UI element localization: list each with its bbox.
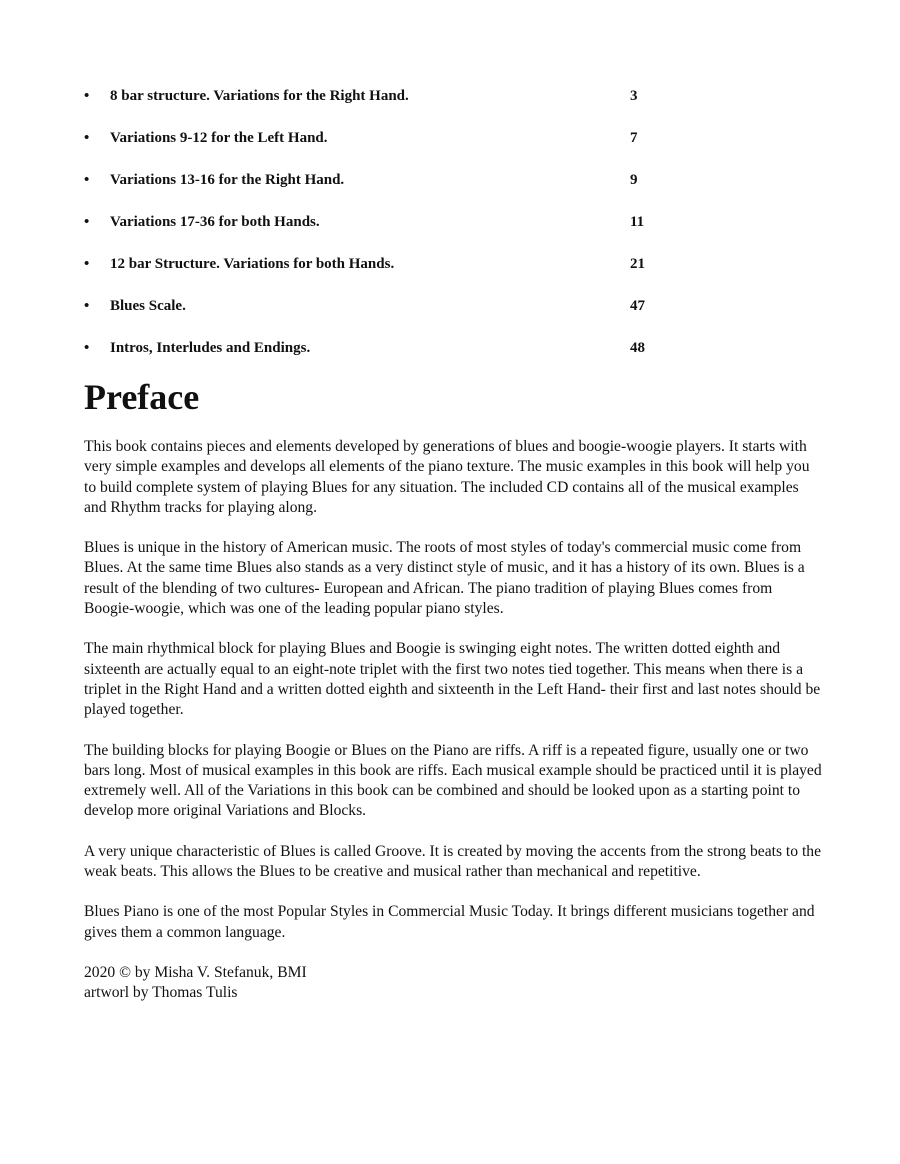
toc-entry-title: Intros, Interludes and Endings. [110, 340, 311, 356]
toc-entry [84, 294, 704, 336]
preface-paragraph-2: Blues is unique in the history of American music. The roots of most styles of today's commercial music come from Blues. At the same time Blues also stands as a very distinct style of music, and it has a history of its own. Blues is a result of the blending of two cultures- European and African. The piano tradition of playing Blues comes from Boogie-woogie, which was one of the leading popular piano styles. [84, 539, 805, 618]
toc-entry-title: 12 bar Structure. Variations for both Hands. [110, 256, 395, 272]
toc-entry [84, 252, 704, 294]
preface-paragraph-6: Blues Piano is one of the most Popular Styles in Commercial Music Today. It brings different musicians together and gives them a common language. [84, 903, 815, 941]
preface-heading: Preface [84, 377, 200, 417]
artwork-credit: artworl by Thomas Tulis [84, 984, 238, 1002]
toc-entry-page: 47 [630, 298, 645, 314]
copyright-line: 2020 © by Misha V. Stefanuk, BMI [84, 963, 307, 981]
toc-entry [84, 84, 704, 126]
toc-entry-page: 7 [630, 130, 638, 146]
credits [84, 963, 824, 1004]
toc-entry-page: 48 [630, 340, 645, 356]
toc-entry-title: Blues Scale. [110, 298, 186, 314]
preface-paragraph-3: The main rhythmical block for playing Blues and Boogie is swinging eight notes. The written dotted eighth and sixteenth are actually equal to an eight-note triplet with the first two notes tied together. This means when there is a triplet in the Right Hand and a written dotted eighth and sixteenth in the Left Hand- their first and last notes should be played together. [84, 640, 821, 719]
preface-paragraph-5: A very unique characteristic of Blues is called Groove. It is created by moving the accents from the strong beats to the weak beats. This allows the Blues to be creative and musical rather than mechanical and repetitive. [84, 842, 822, 881]
toc-entry [84, 210, 704, 252]
toc-entry [84, 168, 704, 210]
toc-entry-title: 8 bar structure. Variations for the Right Hand. [110, 88, 409, 104]
bullet-icon: • [84, 298, 90, 314]
bullet-icon: • [84, 172, 90, 188]
toc-entry-page: 21 [630, 256, 645, 272]
toc-entry-page: 3 [630, 88, 638, 104]
bullet-icon: • [84, 340, 90, 356]
bullet-icon: • [84, 130, 90, 146]
bullet-icon: • [84, 88, 90, 104]
preface-body [84, 437, 824, 1004]
bullet-icon: • [84, 256, 90, 272]
toc-entry-title: Variations 9-12 for the Left Hand. [110, 130, 328, 146]
toc-entry [84, 126, 704, 168]
bullet-icon: • [84, 214, 90, 230]
toc-entry-page: 11 [630, 214, 645, 230]
preface-paragraph-1: This book contains pieces and elements developed by generations of blues and boogie-woogie players. It starts with very simple examples and develops all elements of the piano texture. The music examples in this book will help you to build complete system of playing Blues for any situation. The included CD contains all of the musical examples and Rhythm tracks for playing along. [84, 438, 810, 516]
toc-entry-title: Variations 17-36 for both Hands. [110, 214, 320, 230]
toc-entry-page: 9 [630, 172, 638, 188]
toc-entry-title: Variations 13-16 for the Right Hand. [110, 172, 345, 188]
table-of-contents [84, 84, 704, 378]
preface-paragraph-4: The building blocks for playing Boogie or Blues on the Piano are riffs. A riff is a repeated figure, usually one or two bars long. Most of musical examples in this book are riffs. Each musical example should be practiced until it is played extremely well. All of the Variations in this book can be combined and should be looked upon as a starting point to develop more original Variations and Blocks. [84, 741, 822, 820]
